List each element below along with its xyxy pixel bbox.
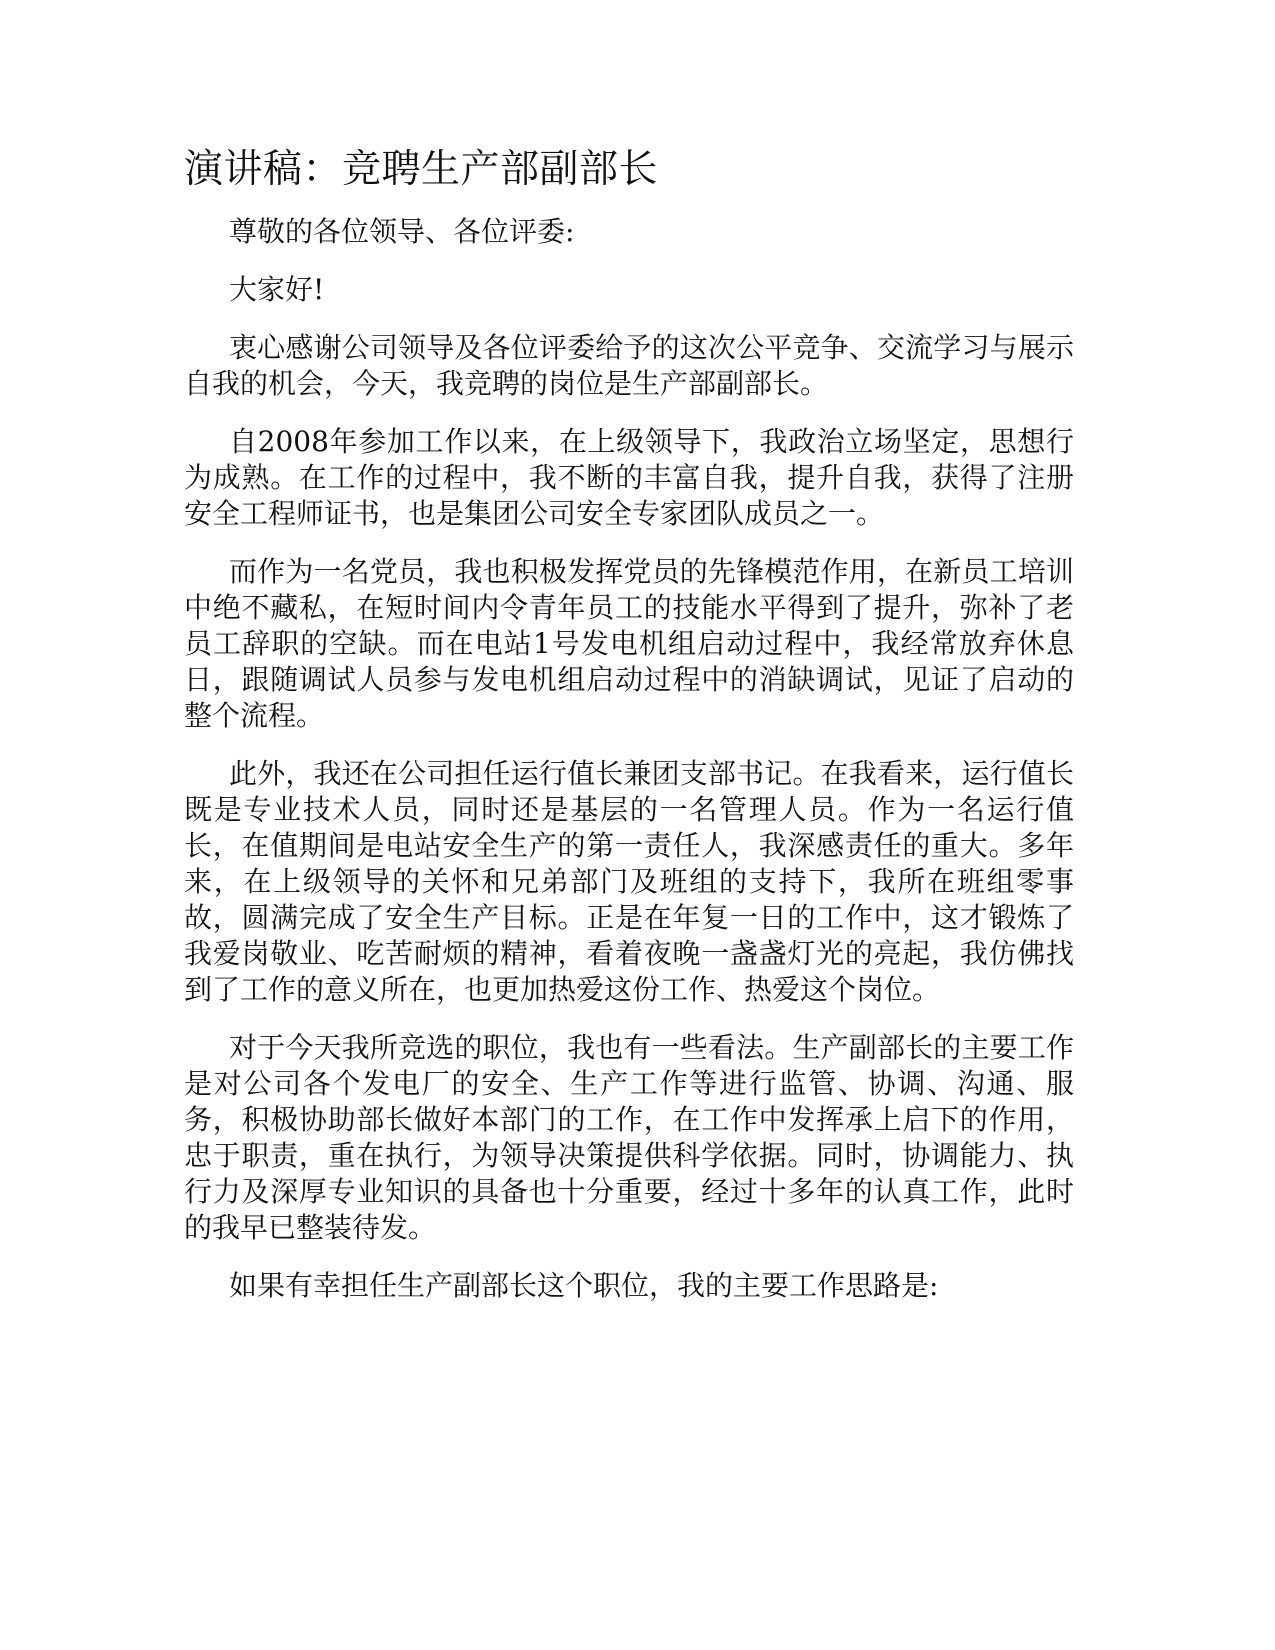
paragraph-salutation: 尊敬的各位领导、各位评委:	[229, 215, 575, 248]
paragraph-work-plan-intro: 如果有幸担任生产副部长这个职位，我的主要工作思路是:	[229, 1269, 939, 1302]
paragraph-position-view: 对于今天我所竞选的职位，我也有一些看法。生产副部长的主要工作是对公司各个发电厂的安全、生产工作等进行监管、协调、沟通、服务，积极协助部长做好本部门的工作，在工作中发挥承上启下的作用，忠于职责，重在执行，为领导决策提供科学依据。同时，协调能力、执行力及深厚专业知识的具备也十分重要，经过十多年的认真工作，此时的我早已整装待发。	[184, 1031, 1074, 1244]
paragraph-party-member: 而作为一名党员，我也积极发挥党员的先锋模范作用，在新员工培训中绝不藏私，在短时间内令青年员工的技能水平得到了提升，弥补了老员工辞职的空缺。而在电站1号发电机组启动过程中，我经常放弃休息日，跟随调试人员参与发电机组启动过程中的消缺调试，见证了启动的整个流程。	[184, 555, 1074, 732]
paragraph-background: 自2008年参加工作以来，在上级领导下，我政治立场坚定，思想行为成熟。在工作的过程中，我不断的丰富自我，提升自我，获得了注册安全工程师证书，也是集团公司安全专家团队成员之一。	[184, 425, 1074, 530]
document-page	[184, 138, 1074, 1326]
document-title: 演讲稿：竞聘生产部副部长	[184, 147, 659, 192]
paragraph-shift-leader: 此外，我还在公司担任运行值长兼团支部书记。在我看来，运行值长既是专业技术人员，同时还是基层的一名管理人员。作为一名运行值长，在值期间是电站安全生产的第一责任人，我深感责任的重大。多年来，在上级领导的关怀和兄弟部门及班组的支持下，我所在班组零事故，圆满完成了安全生产目标。正是在年复一日的工作中，这才锻炼了我爱岗敬业、吃苦耐烦的精神，看着夜晚一盏盏灯光的亮起，我仿佛找到了工作的意义所在，也更加热爱这份工作、热爱这个岗位。	[184, 757, 1074, 1006]
paragraph-thanks: 衷心感谢公司领导及各位评委给予的这次公平竞争、交流学习与展示自我的机会，今天，我竞聘的岗位是生产部副部长。	[184, 331, 1074, 400]
paragraph-greeting: 大家好!	[229, 273, 325, 306]
